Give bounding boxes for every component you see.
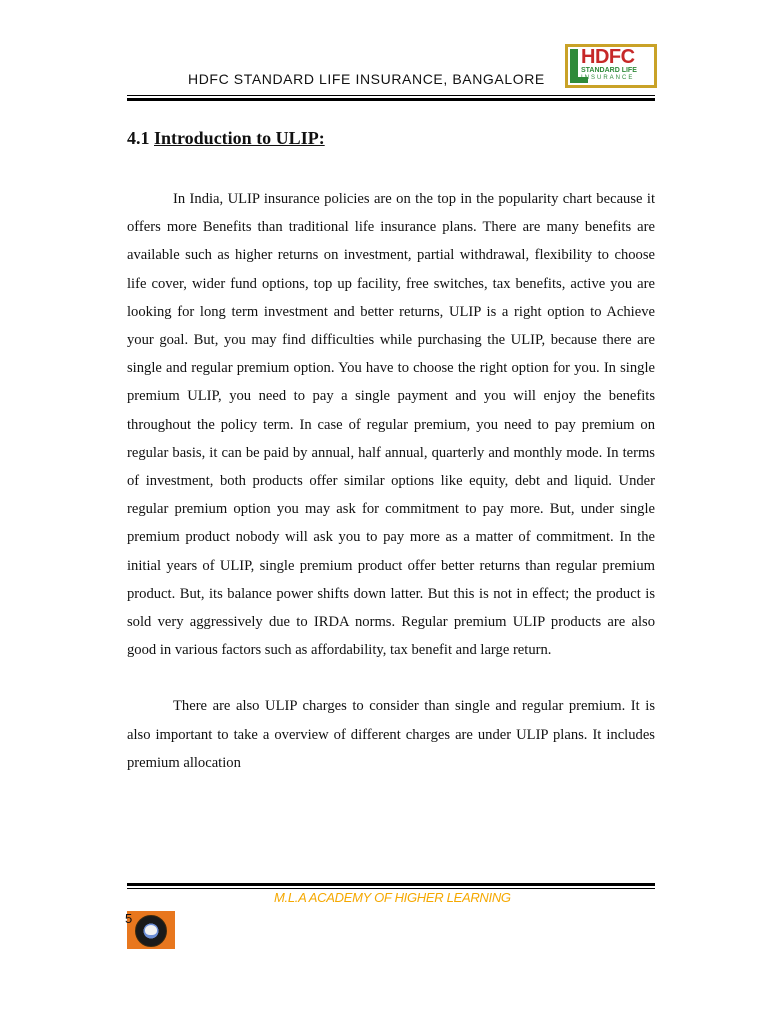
footer-institution: M.L.A ACADEMY OF HIGHER LEARNING xyxy=(274,890,511,905)
paragraph-1: In India, ULIP insurance policies are on the top in the popularity chart because it offers more Benefits than traditional life insurance plans. There are many benefits are available such as higher returns on investment, partial withdrawal, flexibility to choose life cover, wider fund options, top up facility, free switches, tax benefits, active you are looking for long term investment and better returns, ULIP is a right option to Achieve your goal. But, you may find difficulties while purchasing the ULIP, because there are single and regular premium option. You have to choose the right option for you. In single premium ULIP, you need to pay a single payment and you will enjoy the benefits throughout the policy term. In case of regular premium, you need to pay premium on regular basis, it can be paid by annual, half annual, quarterly and monthly mode. In terms of investment, both products offer similar options like equity, debt and liquid. Under regular premium option you may ask for commitment to pay more. But, under single premium product nobody will ask you to pay more as a matter of commitment. In the initial years of ULIP, single premium product offer better returns than regular premium product. But, its balance power shifts down latter. But this is not in effect; the product is sold very aggressively due to IRDA norms. Regular premium ULIP products are also good in various factors such as affordability, tax benefit and large return. xyxy=(127,191,655,659)
footer-divider-thin xyxy=(127,888,655,889)
swan-icon xyxy=(145,925,157,935)
body-text xyxy=(127,185,655,777)
section-heading xyxy=(127,128,325,149)
page-number: 5 xyxy=(125,911,133,926)
page-header-title: HDFC STANDARD LIFE INSURANCE, BANGALORE xyxy=(188,71,545,87)
logo-line-1: STANDARD LIFE xyxy=(581,67,637,74)
paragraph-2: There are also ULIP charges to consider than single and regular premium. It is also important to take a overview of different charges are under ULIP plans. It includes premium allocation xyxy=(127,698,655,771)
header-divider-thick xyxy=(127,98,655,101)
logo-name: HDFC xyxy=(581,46,635,68)
hdfc-logo-inner xyxy=(568,47,654,85)
footer-divider-thick xyxy=(127,883,655,886)
hdfc-logo xyxy=(565,44,657,88)
emblem-circle-icon xyxy=(135,915,167,947)
section-title: Introduction to ULIP: xyxy=(154,128,325,148)
section-number: 4.1 xyxy=(127,128,150,148)
academy-emblem-icon xyxy=(127,911,175,949)
header-divider-thin xyxy=(127,95,655,96)
logo-line-2: INSURANCE xyxy=(581,75,635,81)
